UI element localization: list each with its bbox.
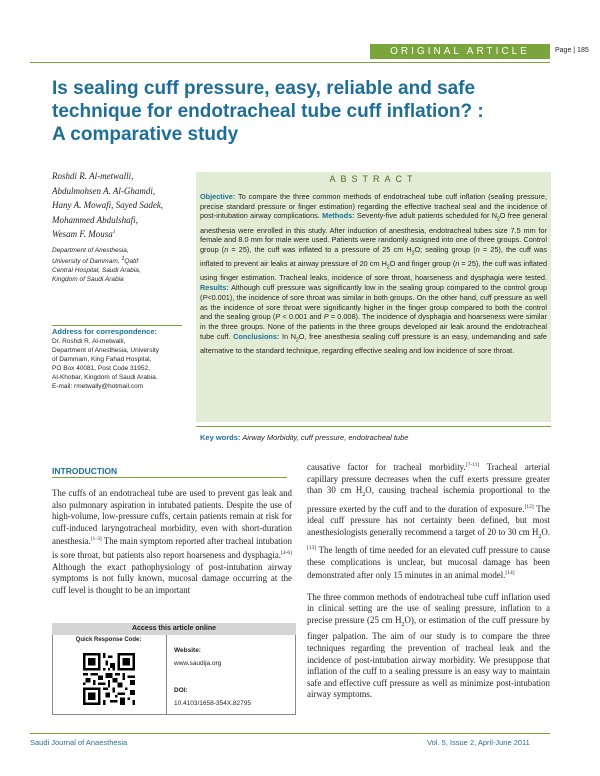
paragraph: causative factor for tracheal morbidity.[7-11] Tracheal arterial capillary pressure decreases when the cuff exerts pressure greater than 30 cm $H_2O$, causing tracheal ischemia proportional to the pressure exerted by the cuff and to the duration of exposure.[12] The ideal cuff pressure has not certainty been defined, but most anesthesiologists generally recommend a target of 20 to 30 cm $H_2O.[13]$ The length of time needed for an elevated cuff pressure to cause these complications is unclear, but mucosal damage has been demonstrated after only 15 minutes in an animal model.[14]	[307, 461, 550, 581]
access-heading: Access this article online	[52, 623, 296, 635]
introduction-heading: INTRODUCTION	[52, 466, 118, 476]
abstract-text: Objective: To compare the three common methods of endotracheal tube cuff inflation (sealing pressure, precise standard pressure or finger estimation) regarding the effective tracheal seal and the incidence of post-intubation airway complications. Methods: Seventy-five adult patients scheduled for $N_2O$ free general anesthesia were enrolled in this study. After induction of anesthesia, endotracheal tubes size 7.5 mm for female and 8.0 mm for male were used. Patients were randomly assigned into one of three groups. Control group (n = 25), the cuff was inflated to a pressure of 25 cm $H_2O$; sealing group (n = 25), the cuff was inflated to prevent air leaks at airway pressure of 20 cm $H_2O$ and finger group (n = 25), the cuff was inflated using finger estimation. Tracheal leaks, incidence of sore throat, hoarseness and dysphagia were tested. Results: Although cuff pressure was significantly low in the sealing group compared to the control group (P<0.001), the incidence of sore throat was similar in both groups. On the other hand, cuff pressure as well as the incidence of sore throat were significantly higher in the finger group compared to both the control and the sealing group (P < 0.001 and P = 0.008). The incidence of dysphagia and hoarseness were similar in the three groups. None of the patients in the three groups developed air leak around the endotracheal tube cuff. Conclusions: In $N_2O$, free anesthesia sealing cuff pressure is an easy, undemanding and safe alternative to the standard technique, regarding effective sealing and low incidence of sore throat.	[200, 192, 548, 355]
qr-code-icon	[83, 653, 135, 705]
paragraph: The three common methods of endotracheal tube cuff inflation used in clinical setting are the use of sealing pressure, inflation to a precise pressure (25 cm $H_2O$), or estimation of the cuff pressure by finger palpation. The aim of our study is to compare the three techniques regarding the prevention of tracheal leak and the incidence of post-intubation airway morbidity. We presuppose that inflation of the cuff to a sealing pressure is an easy way to maintain safe and effective cuff pressure as well as minimize post-intubation airway symptoms.	[307, 591, 550, 700]
introduction-rule	[52, 477, 287, 478]
correspondence-rule	[52, 325, 182, 326]
journal-name: Saudi Journal of Anaesthesia	[30, 738, 128, 747]
introduction-column-1: The cuffs of an endotracheal tube are used to prevent gas leak and also pulmonary aspiration in intubated patients. Despite the use of high-volume, low-pressure cuffs, certain patients remain at risk for cuff-induced laryngotracheal morbidity, even with short-duration anesthesia.[1-3] The main symptom reported after tracheal intubation is sore throat, but patients also report hoarseness and dysphagia.[4-6] Although the exact pathophysiology of post-intubation airway symptoms is not fully known, mucosal damage occurring at the cuff level is thought to be an important	[52, 488, 292, 595]
doi-value[interactable]: 10.4103/1658-354X.82795	[174, 700, 251, 707]
website-label: Website:	[174, 647, 201, 654]
doi-label: DOI:	[174, 687, 188, 694]
correspondence-address	[52, 337, 192, 391]
page-number: Page | 185	[555, 47, 589, 54]
correspondence-line: Al-Khobar, Kingdom of Saudi Arabia.	[52, 374, 158, 381]
affiliation	[52, 246, 180, 284]
keywords: Key words: Airway Morbidity, cuff pressure, endotracheal tube	[200, 433, 409, 442]
author-line: Roshdi R. Al-metwalli,	[52, 171, 134, 181]
correspondence-line: of Dammam, King Fahad Hospital,	[52, 356, 152, 363]
title-line: Is sealing cuff pressure, easy, reliable and safe	[52, 78, 476, 99]
website-link[interactable]: www.saudija.org	[174, 660, 222, 667]
keywords-rule	[196, 426, 551, 427]
footer-rule	[30, 733, 550, 734]
abstract-heading: ABSTRACT	[329, 174, 418, 184]
affiliation-line: Department of Anesthesia,	[52, 247, 129, 254]
title-line: technique for endotracheal tube cuff inflation? :	[52, 101, 484, 122]
issue-info: Vol. 5, Issue 2, April-June 2011	[427, 738, 530, 747]
correspondence-title: Address for correspondence:	[52, 327, 158, 336]
correspondence-email[interactable]: E-mail: rmetwally@hotmail.com	[52, 383, 144, 390]
header-rule	[30, 62, 550, 63]
author-sup: 1	[112, 229, 116, 235]
correspondence-line: PO Box 40081, Post Code 31952,	[52, 365, 150, 372]
author-line: Mohammed Abdulshafi,	[52, 215, 138, 225]
affiliation-line: Kingdom of Saudi Arabia	[52, 276, 124, 284]
title-line: A comparative study	[52, 124, 239, 145]
author-line: Wesam F. Mousa$^1$	[52, 229, 116, 239]
correspondence-line: Dr. Roshdi R. Al-metwalli,	[52, 338, 126, 345]
introduction-column-2	[307, 460, 550, 711]
section-label: ORIGINAL ARTICLE	[390, 46, 530, 57]
correspondence-line: Department of Anesthesia, University	[52, 347, 159, 354]
affiliation-line: University of Dammam, $^1$Qatif	[52, 256, 139, 266]
affiliation-line: Central Hospital, Saudi Arabia,	[52, 267, 141, 275]
access-divider	[166, 635, 167, 714]
author-line: Hany A. Mowafi, Sayed Sadek,	[52, 200, 164, 210]
article-title	[52, 77, 552, 146]
author-line: Abdulmohsen A. Al-Ghamdi,	[52, 186, 156, 196]
qr-label: Quick Response Code:	[75, 637, 142, 643]
